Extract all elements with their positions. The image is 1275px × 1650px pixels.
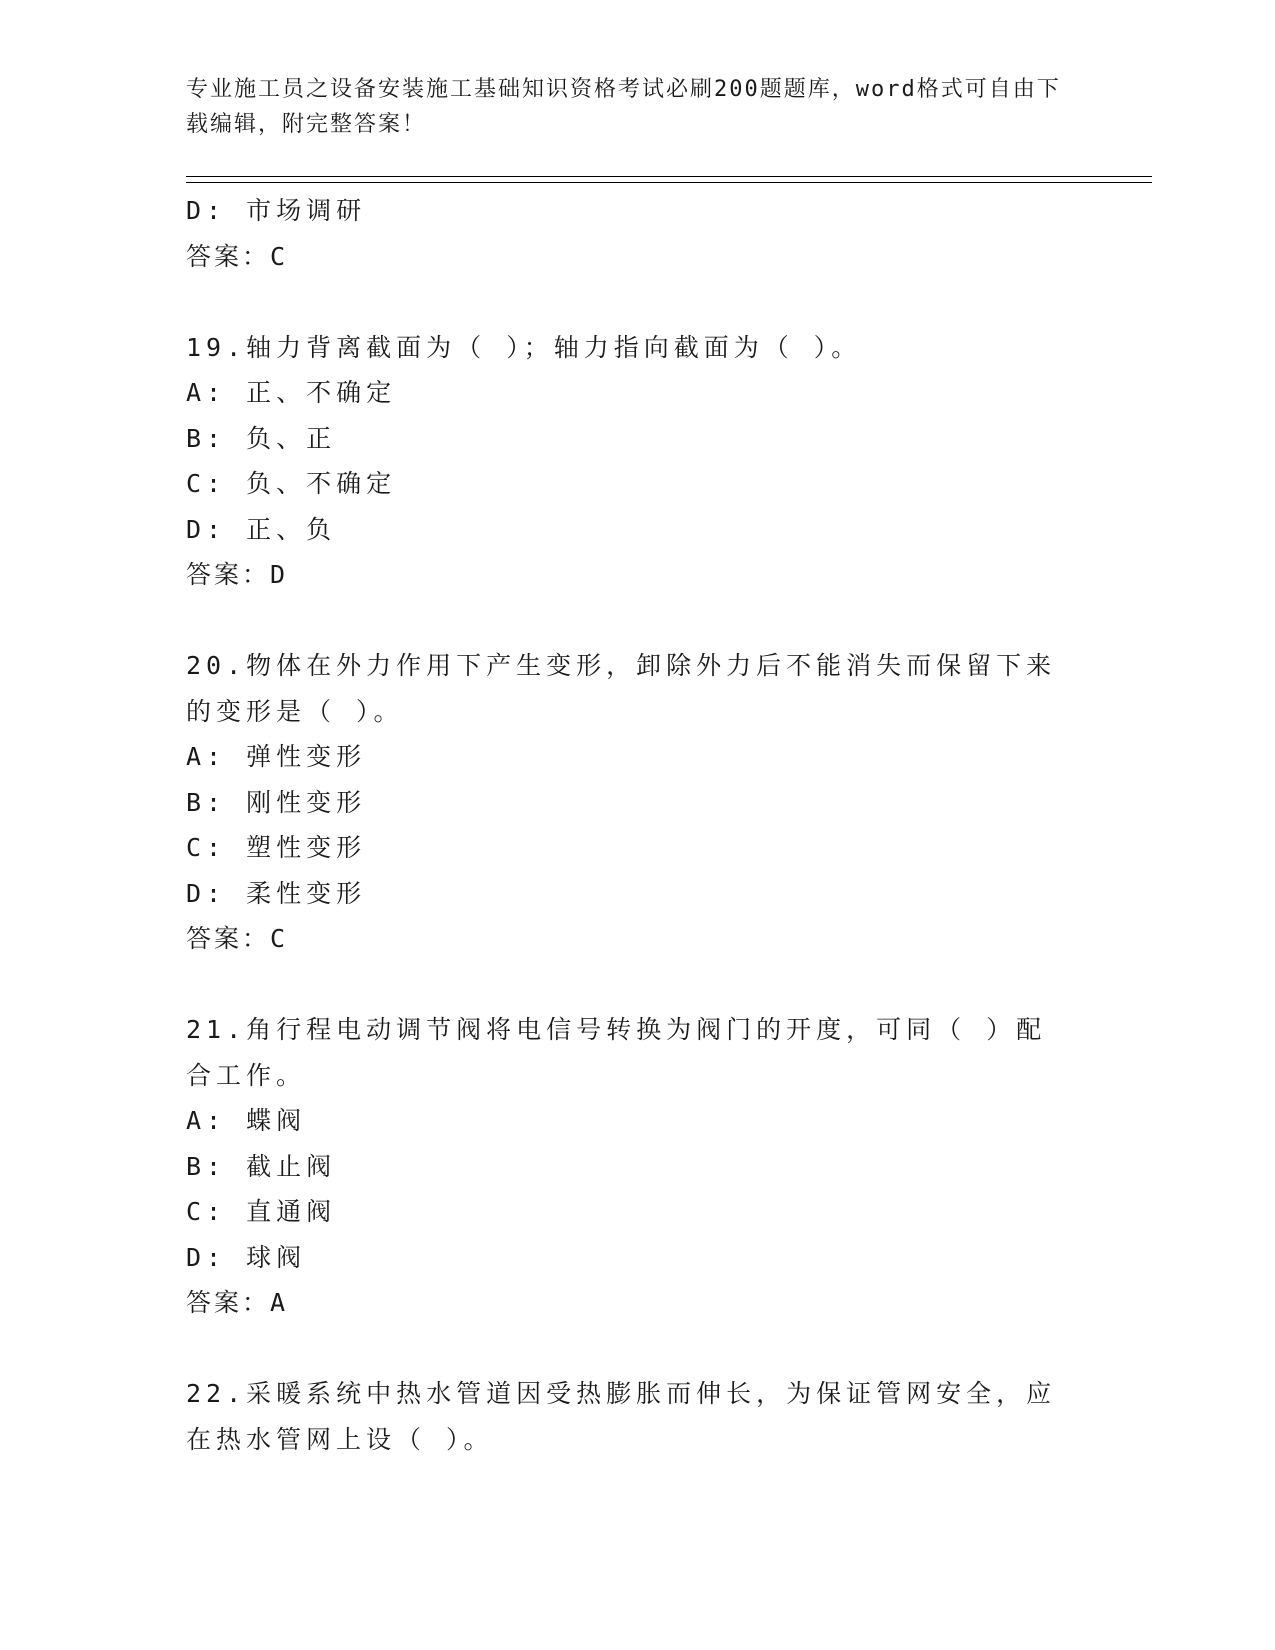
option-c: C: 塑性变形 <box>186 833 367 862</box>
question-content <box>186 188 1086 1462</box>
question-22 <box>186 1371 1086 1462</box>
question-stem: 21.角行程电动调节阀将电信号转换为阀门的开度，可同（ ）配合工作。 <box>186 1015 1047 1090</box>
option-c: C: 负、不确定 <box>186 469 397 498</box>
answer: 答案：C <box>186 241 289 271</box>
question-20 <box>186 643 1086 962</box>
option-d: D: 市场调研 <box>186 196 367 225</box>
option-b: B: 截止阀 <box>186 1151 337 1181</box>
spacer <box>186 279 1086 325</box>
question-stem: 22.采暖系统中热水管道因受热膨胀而伸长，为保证管网安全，应在热水管网上设（ ）。 <box>186 1379 1057 1454</box>
option-b: B: 刚性变形 <box>186 787 367 817</box>
header-divider-thick <box>186 176 1152 177</box>
answer: 答案：C <box>186 924 289 953</box>
option-c: C: 直通阀 <box>186 1197 337 1226</box>
question-19 <box>186 325 1086 598</box>
answer: 答案：D <box>186 560 289 589</box>
option-a: A: 弹性变形 <box>186 742 367 771</box>
option-a: A: 正、不确定 <box>186 378 397 407</box>
spacer <box>186 1326 1086 1372</box>
option-d: D: 球阀 <box>186 1242 307 1272</box>
spacer <box>186 962 1086 1008</box>
option-d: D: 正、负 <box>186 514 337 544</box>
option-a: A: 蝶阀 <box>186 1106 307 1135</box>
page-header: 专业施工员之设备安装施工基础知识资格考试必刷200题题库，word格式可自由下载编辑，附完整答案！ <box>186 77 1061 137</box>
question-stem: 20.物体在外力作用下产生变形，卸除外力后不能消失而保留下来的变形是（ ）。 <box>186 651 1057 726</box>
header-divider-thin <box>186 182 1152 183</box>
option-d: D: 柔性变形 <box>186 878 367 908</box>
question-stem: 19.轴力背离截面为（ ）；轴力指向截面为（ ）。 <box>186 332 862 362</box>
option-b: B: 负、正 <box>186 423 337 453</box>
question-21 <box>186 1007 1086 1326</box>
spacer <box>186 598 1086 644</box>
answer: 答案：A <box>186 1288 289 1317</box>
